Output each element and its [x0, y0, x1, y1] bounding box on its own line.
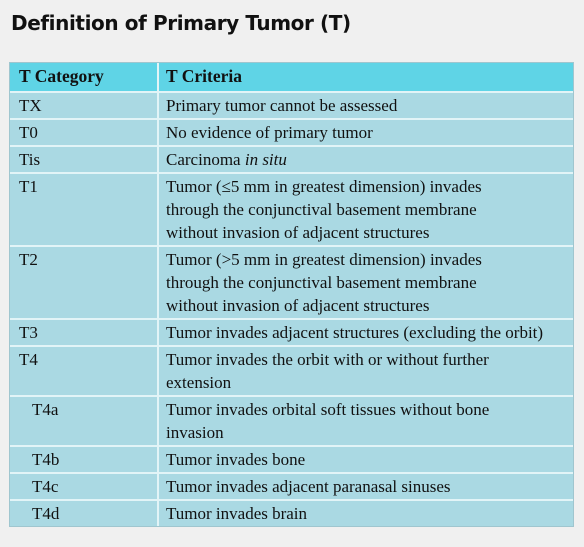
t-definition-table-container [9, 62, 574, 527]
page-title: Definition of Primary Tumor (T) [11, 11, 351, 35]
t-criteria-cell: Primary tumor cannot be assessed [158, 92, 573, 119]
t-category-cell: T4c [10, 473, 158, 500]
table-row [10, 173, 573, 246]
t-criteria-cell: Tumor invades adjacent structures (excluding the orbit) [158, 319, 573, 346]
t-criteria-cell: Tumor invades adjacent paranasal sinuses [158, 473, 573, 500]
header-t-category: T Category [10, 63, 158, 92]
table-row [10, 246, 573, 319]
t-criteria-cell: Tumor (≤5 mm in greatest dimension) invades through the conjunctival basement membrane without invasion of adjacent structures [158, 173, 573, 246]
t-category-cell: T0 [10, 119, 158, 146]
t-category-cell: T4b [10, 446, 158, 473]
t-criteria-cell: Tumor invades bone [158, 446, 573, 473]
t-category-cell: TX [10, 92, 158, 119]
t-criteria-cell: Tumor invades brain [166, 504, 308, 523]
t-category-cell: T4d [10, 500, 158, 526]
table-row [10, 146, 573, 173]
table-row [10, 473, 573, 500]
t-category-cell: Tis [10, 146, 158, 173]
table-row [10, 319, 573, 346]
t-criteria-cell: Tumor (>5 mm in greatest dimension) invades through the conjunctival basement membrane without invasion of adjacent structures [158, 246, 573, 319]
t-criteria-cell: Carcinoma in situ [158, 146, 573, 173]
table-row [10, 346, 573, 396]
header-t-criteria: T Criteria [158, 63, 573, 92]
table-body [10, 92, 573, 526]
t-category-cell: T1 [10, 173, 158, 246]
table-row [10, 396, 573, 446]
t-criteria-cell: Tumor invades orbital soft tissues without bone invasion [158, 396, 573, 446]
table-row [10, 92, 573, 119]
t-category-cell: T4a [10, 396, 158, 446]
t-definition-table [10, 63, 573, 526]
table-row [10, 119, 573, 146]
t-criteria-cell: No evidence of primary tumor [158, 119, 573, 146]
table-row [10, 446, 573, 473]
t-category-cell: T4 [10, 346, 158, 396]
t-category-cell: T3 [10, 319, 158, 346]
t-criteria-cell: Tumor invades the orbit with or without further extension [158, 346, 573, 396]
table-row [10, 500, 573, 526]
table-header-row [10, 63, 573, 92]
t-category-cell: T2 [10, 246, 158, 319]
